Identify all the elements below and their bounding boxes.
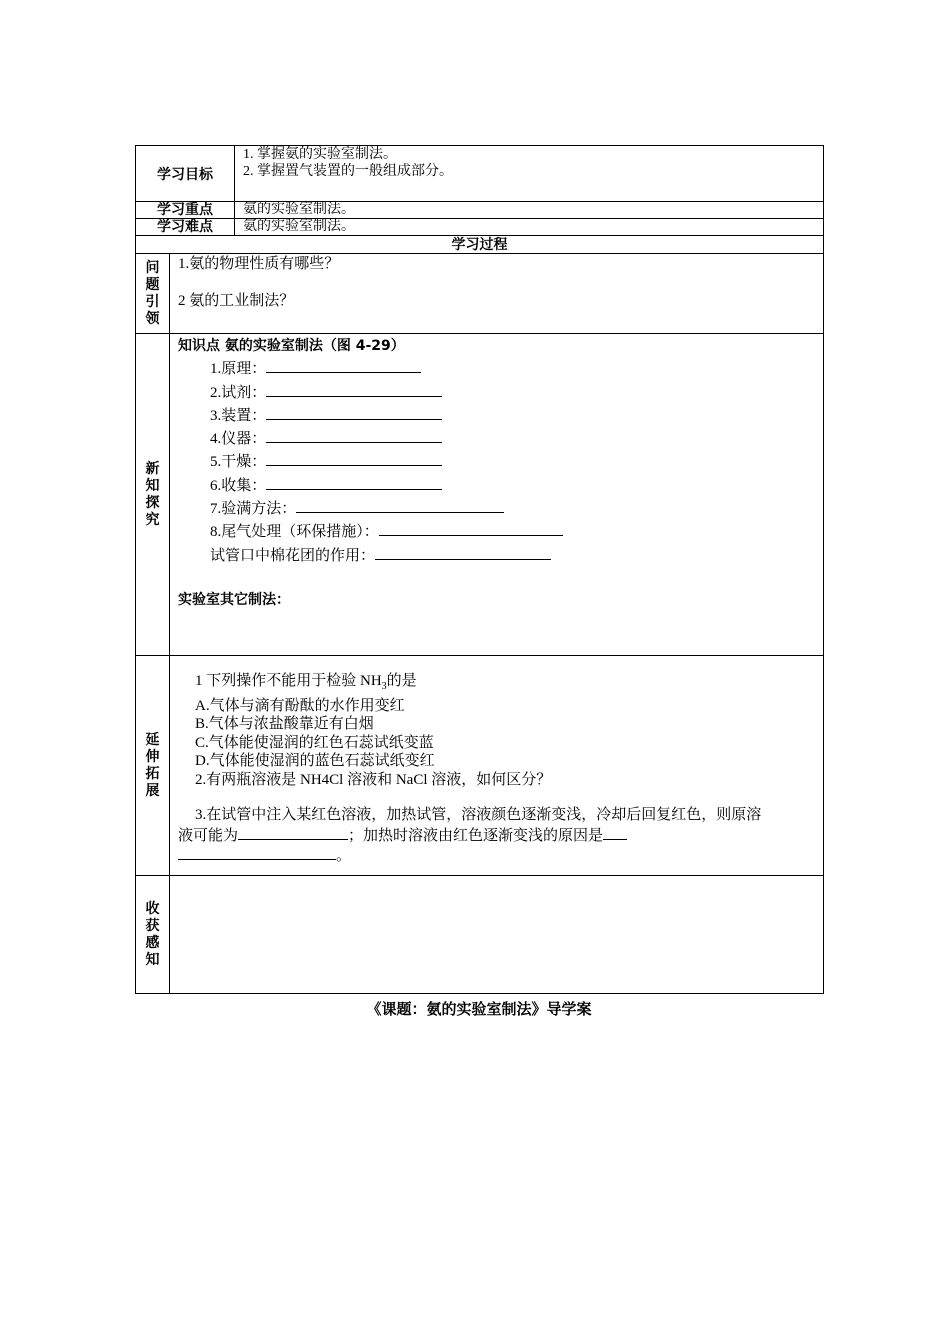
harvest-row [136, 876, 824, 994]
worksheet-table [135, 145, 824, 994]
difficulty-label: 学习难点 [136, 219, 235, 236]
intro-question: 2 氨的工业制法？ [178, 293, 295, 309]
explore-label: 新 知 探 究 [136, 334, 170, 656]
extend-question-1: 1 下列操作不能用于检验 $NH_3$的是 [195, 673, 417, 692]
extend-option: B.气体与浓盐酸靠近有白烟 [195, 716, 374, 732]
answer-blank[interactable] [266, 451, 442, 466]
harvest-label: 收 获 感 知 [136, 876, 170, 994]
extend-question-3: 3.在试管中注入某红色溶液，加热试管，溶液颜色逐渐变浅，冷却后回复红色，则原溶 [195, 807, 762, 823]
explore-item: 8.尾气处理（环保措施）： [210, 521, 815, 544]
extend-question-2: 2.有两瓶溶液是 NH4Cl 溶液和 NaCl 溶液，如何区分？ [195, 771, 552, 788]
answer-blank[interactable] [379, 521, 563, 536]
answer-blank[interactable] [603, 825, 627, 840]
explore-item: 3.装置： [210, 405, 815, 428]
harvest-content[interactable] [170, 876, 824, 994]
explore-heading: 知识点 氨的实验室制法（图 4-29） [178, 338, 405, 354]
extend-row [136, 656, 824, 876]
explore-item: 2.试剂： [210, 382, 815, 405]
goals-label: 学习目标 [136, 146, 235, 202]
intro-row [136, 254, 824, 334]
answer-blank[interactable] [266, 358, 421, 373]
difficulty-row [136, 219, 824, 236]
answer-blank[interactable] [266, 428, 442, 443]
explore-item: 7.验满方法： [210, 498, 815, 521]
other-methods-heading: 实验室其它制法： [178, 591, 290, 608]
explore-item: 1.原理： [210, 358, 815, 381]
extend-option: D.气体能使湿润的蓝色石蕊试纸变红 [195, 753, 435, 769]
goals-content [235, 146, 824, 202]
intro-question: 1.氨的物理性质有哪些？ [178, 256, 340, 272]
intro-content [170, 254, 824, 334]
key-point-text: 氨的实验室制法。 [235, 202, 824, 219]
answer-blank[interactable] [266, 475, 442, 490]
extend-option: C.气体能使湿润的红色石蕊试纸变蓝 [195, 734, 434, 751]
explore-content [170, 334, 824, 656]
answer-blank[interactable] [266, 382, 442, 397]
key-point-label: 学习重点 [136, 202, 235, 219]
extend-question-3-end: 。 [178, 845, 815, 866]
explore-item: 6.收集： [210, 475, 815, 498]
explore-item: 4.仪器： [210, 428, 815, 451]
extend-option: A.气体与滴有酚酞的水作用变红 [195, 697, 405, 714]
intro-label: 问 题 引 领 [136, 254, 170, 334]
difficulty-text: 氨的实验室制法。 [235, 219, 824, 236]
goal-item: 1. 掌握氨的实验室制法。 [243, 147, 397, 162]
extend-question-3-cont: 液可能为 ；加热时溶液由红色逐渐变浅的原因是 [178, 825, 815, 846]
document-title: 《课题：氨的实验室制法》导学案 [366, 1000, 592, 1018]
extend-label: 延 伸 拓 展 [136, 656, 170, 876]
explore-row [136, 334, 824, 656]
answer-blank[interactable] [266, 405, 442, 420]
goal-item: 2. 掌握置气装置的一般组成部分。 [243, 164, 453, 179]
explore-item: 试管口中棉花团的作用： [210, 545, 815, 568]
explore-item: 5.干燥： [210, 451, 815, 474]
answer-blank[interactable] [375, 545, 551, 560]
key-point-row [136, 202, 824, 219]
answer-blank[interactable] [296, 498, 504, 513]
extend-content [170, 656, 824, 876]
goals-row [136, 146, 824, 202]
answer-blank[interactable] [178, 845, 336, 860]
process-title: 学习过程 [136, 236, 824, 254]
process-title-row [136, 236, 824, 254]
answer-blank[interactable] [238, 825, 348, 840]
